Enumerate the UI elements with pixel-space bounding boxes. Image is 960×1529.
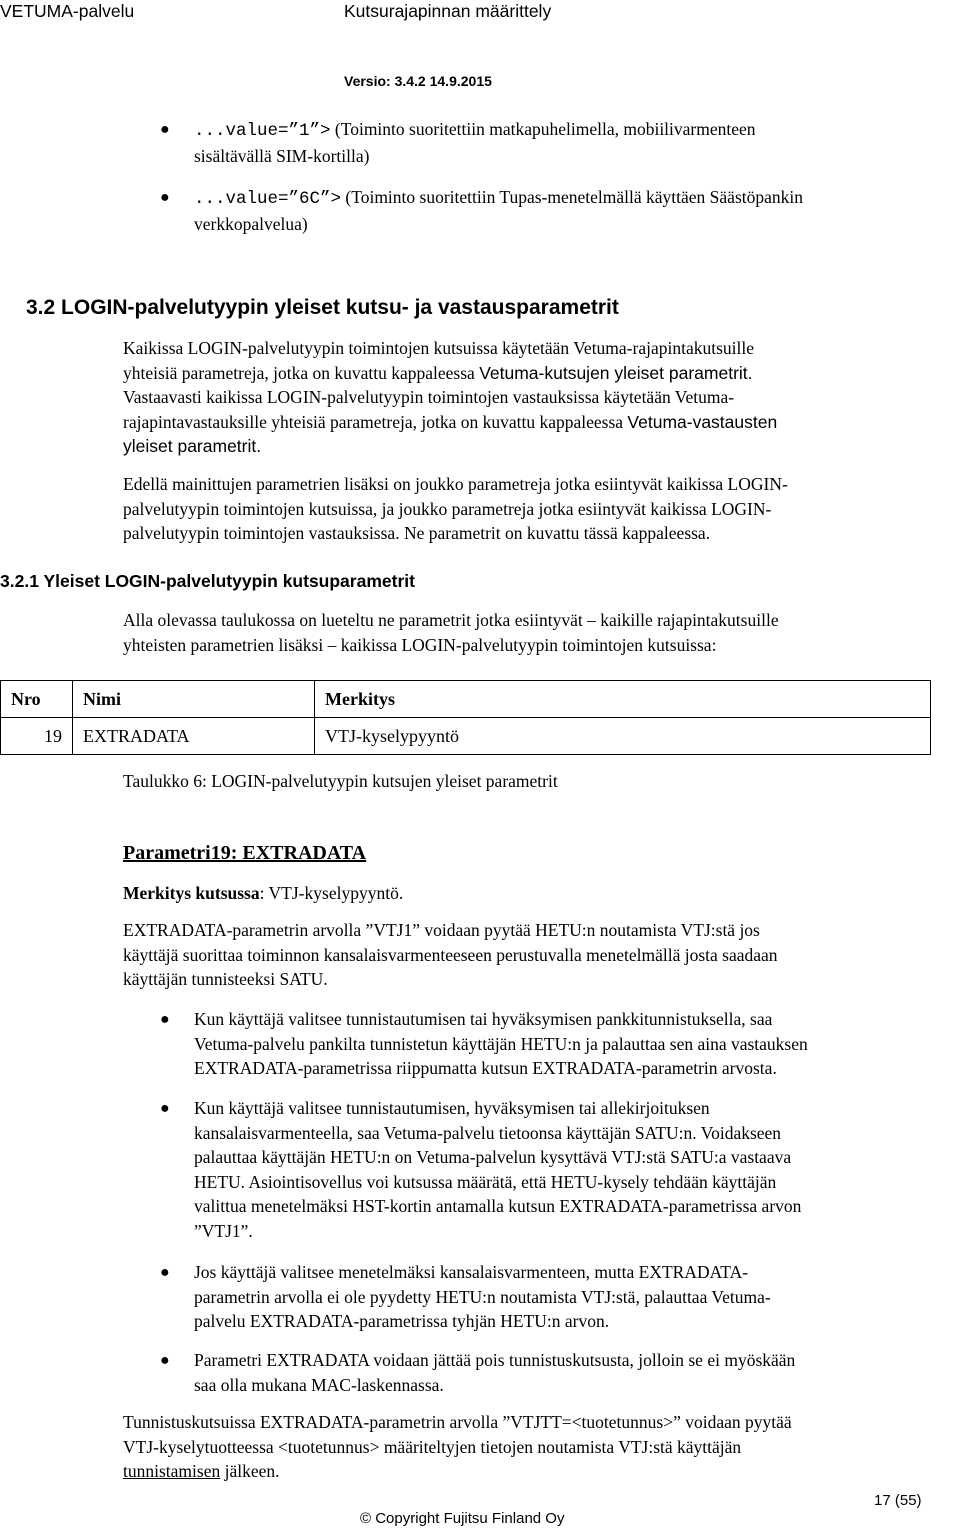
list-item-text: palauttaa käyttäjän HETU:n on Vetuma-palvelun kysyttävä VTJ:stä SATU:a vastaava [194, 1147, 792, 1167]
table-cell-nro: 19 [1, 718, 73, 755]
list-item [194, 1348, 795, 1397]
paragraph [123, 472, 788, 546]
paragraph-line: käyttäjän tunnisteeksi SATU. [123, 969, 328, 989]
table-row [1, 718, 931, 755]
paragraph [123, 1410, 792, 1484]
paragraph [123, 336, 777, 459]
copyright: © Copyright Fujitsu Finland Oy [360, 1510, 565, 1527]
list-item-text: sisältävällä SIM-kortilla) [194, 145, 370, 166]
paragraph-line: Edellä mainittujen parametrien lisäksi on joukko parametreja jotka esiintyvät kaikissa LOGIN- [123, 474, 788, 494]
paragraph-line: rajapintavastauksille yhteisiä parametreja, jotka on kuvattu kappaleessa [123, 411, 628, 432]
list-item [194, 117, 756, 168]
cross-reference: Vetuma-kutsujen yleiset parametrit. [479, 362, 753, 383]
paragraph-line: palvelutyypin toimintojen kutsuissa, ja joukko parametreja jotka esiintyvät kaikissa LOGIN- [123, 498, 772, 519]
paragraph-line: EXTRADATA-parametrin arvolla ”VTJ1” voidaan pyytää HETU:n noutamista VTJ:stä jos [123, 920, 760, 940]
parameter-heading: Parametri19: EXTRADATA [123, 842, 367, 864]
column-header-nimi: Nimi [73, 681, 315, 718]
paragraph [123, 608, 779, 657]
paragraph-line: käyttäjä suorittaa toiminnon kansalaisvarmenteeseen perustuvalla menetelmällä josta saadaan [123, 944, 778, 965]
list-item-text: valittua menetelmäksi HST-kortin antamalla kutsun EXTRADATA-parametrissa arvon [194, 1196, 802, 1216]
list-item [194, 1096, 801, 1243]
table-header-row [1, 681, 931, 718]
column-header-merkitys: Merkitys [315, 681, 931, 718]
header-left: VETUMA-palvelu [0, 1, 135, 21]
list-item-text: palvelu EXTRADATA-parametrissa tyhjän HETU:n arvon. [194, 1311, 610, 1331]
paragraph-line: yhteisiä parametreja, jotka on kuvattu kappaleessa [123, 362, 480, 383]
list-item-text: HETU. Asiointisovellus voi kutsussa määrätä, että HETU-kysely tehdään käyttäjän [194, 1171, 777, 1192]
paragraph-line: yhteisten parametrien lisäksi – kaikissa LOGIN-palvelutyypin toimintojen kutsuissa: [123, 634, 717, 655]
list-item-text: Kun käyttäjä valitsee tunnistautumisen tai hyväksymisen pankkitunnistuksella, saa [194, 1009, 773, 1029]
section-heading: 3.2 LOGIN-palvelutyypin yleiset kutsu- ja vastausparametrit [26, 296, 619, 319]
paragraph-line: palvelutyypin toimintojen vastauksissa. Ne parametrit on kuvattu tässä kappaleessa. [123, 523, 711, 543]
underlined-term: tunnistamisen [123, 1461, 221, 1481]
list-item-text: Jos käyttäjä valitsee menetelmäksi kansalaisvarmenteen, mutta EXTRADATA- [194, 1262, 749, 1282]
paragraph-line: Tunnistuskutsuissa EXTRADATA-parametrin arvolla ”VTJTT=<tuotetunnus>” voidaan pyytää [123, 1412, 792, 1432]
meaning-label: Merkitys kutsussa [123, 883, 260, 903]
subsection-heading: 3.2.1 Yleiset LOGIN-palvelutyypin kutsuparametrit [0, 571, 415, 591]
paragraph-line: Kaikissa LOGIN-palvelutyypin toimintojen kutsuissa käytetään Vetuma-rajapintakutsuille [123, 338, 754, 358]
list-item [194, 1260, 771, 1334]
list-item-text: ”VTJ1”. [194, 1220, 253, 1241]
table-caption: Taulukko 6: LOGIN-palvelutyypin kutsujen yleiset parametrit [123, 771, 558, 791]
list-item-text: Vetuma-palvelu pankilta tunnistetun käyttäjän HETU:n ja palauttaa sen aina vastauksen [194, 1033, 808, 1054]
list-item-text: EXTRADATA-parametrissa riippumatta kutsun EXTRADATA-parametrin arvosta. [194, 1058, 777, 1078]
table-cell-nimi: EXTRADATA [73, 718, 315, 755]
list-item-text: Kun käyttäjä valitsee tunnistautumisen, hyväksymisen tai allekirjoituksen [194, 1098, 710, 1118]
column-header-nro: Nro [1, 681, 73, 718]
list-item-text: (Toiminto suoritettiin Tupas-menetelmällä käyttäen Säästöpankin [341, 187, 803, 207]
header-right: Kutsurajapinnan määrittely [344, 1, 552, 21]
list-item [194, 1007, 808, 1081]
list-item-text: (Toiminto suoritettiin matkapuhelimella, mobiilivarmenteen [330, 119, 756, 139]
page-number: 17 (55) [874, 1492, 922, 1509]
parameter-table [0, 680, 931, 755]
bullet-icon: ● [160, 189, 170, 206]
paragraph-line: jälkeen. [220, 1461, 280, 1481]
list-item-text: verkkopalvelua) [194, 213, 308, 234]
list-item-text: Parametri EXTRADATA voidaan jättää pois tunnistuskutsusta, jolloin se ei myöskään [194, 1350, 796, 1370]
bullet-icon: ● [160, 1011, 170, 1028]
code-value: ...value=”1”> [194, 121, 331, 141]
list-item-text: parametrin arvolla ei ole pyydetty HETU:n noutamista VTJ:stä, palauttaa Vetuma- [194, 1286, 771, 1307]
paragraph-line: VTJ-kyselytuotteessa <tuotetunnus> määriteltyjen tietojen noutamista VTJ:stä käyttäjän [123, 1436, 742, 1457]
bullet-icon: ● [160, 1100, 170, 1117]
bullet-icon: ● [160, 1264, 170, 1281]
table-cell-merkitys: VTJ-kyselypyyntö [315, 718, 931, 755]
paragraph-line: Vastaavasti kaikissa LOGIN-palvelutyypin toimintojen vastauksissa käytetään Vetuma- [123, 387, 735, 407]
list-item-text: kansalaisvarmenteella, saa Vetuma-palvelu tietoonsa käyttäjän SATU:n. Voidakseen [194, 1122, 782, 1143]
paragraph [123, 918, 778, 992]
version-label: Versio: 3.4.2 14.9.2015 [344, 73, 492, 89]
cross-reference: Vetuma-vastausten [627, 411, 778, 432]
cross-reference: yleiset parametrit. [123, 436, 262, 456]
code-value: ...value=”6C”> [194, 189, 342, 209]
meaning-line [123, 881, 403, 906]
paragraph-line: Alla olevassa taulukossa on lueteltu ne parametrit jotka esiintyvät – kaikille rajapintakutsuille [123, 610, 779, 630]
list-item-text: saa olla mukana MAC-laskennassa. [194, 1374, 444, 1395]
meaning-value: : VTJ-kyselypyyntö. [259, 883, 404, 903]
bullet-icon: ● [160, 121, 170, 138]
list-item [194, 185, 803, 236]
bullet-icon: ● [160, 1352, 170, 1369]
